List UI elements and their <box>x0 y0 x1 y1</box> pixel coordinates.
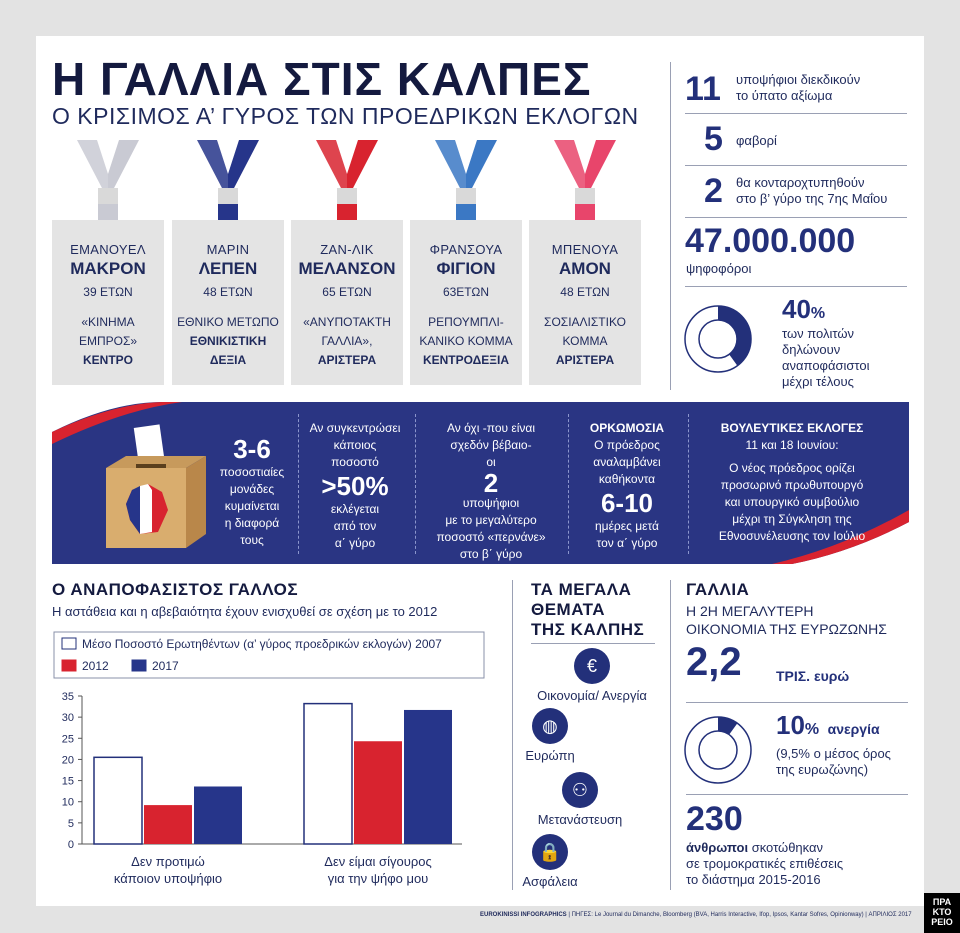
party-position: ΚΕΝΤΡΟ <box>82 353 133 367</box>
band-col-gap <box>202 434 302 549</box>
candidate-first-name: ΦΡΑΝΣΟΥΑ <box>429 242 503 257</box>
gap-value: 3-6 <box>233 434 271 464</box>
candidate-first-name: ΜΠΕΝΟΥΑ <box>551 242 619 257</box>
party-position: ΚΕΝΤΡΟΔΕΞΙΑ <box>422 353 510 367</box>
candidate-party <box>410 313 522 370</box>
undecided-donut <box>684 305 752 373</box>
runoff-count: 2 <box>704 172 723 210</box>
topics-divider-right <box>670 580 671 890</box>
footer-sources-text: | ΠΗΓΕΣ: Le Journal du Dimanche, Bloomberg (BVA, Harris Interactive, Ifop, Ipsos, Kantar Sofres, Opinionway) | ΑΠΡΙΛΙΟΣ 2017 <box>568 912 912 918</box>
gdp-value: 2,2 <box>686 640 742 684</box>
candidate-badge-icon <box>73 140 143 226</box>
topic-label: Οικονομία/ Ανεργία <box>537 688 647 703</box>
victims-bold: άνθρωποι <box>686 840 749 855</box>
victims-text-line: το διάστημα 2015-2016 <box>686 872 821 887</box>
bar <box>144 805 192 844</box>
topic-economy <box>522 648 662 703</box>
candidate-last-name: ΜΕΛΑΝΣΟΝ <box>298 259 396 278</box>
unemployment-note <box>776 746 891 778</box>
unemployment-arc <box>718 717 737 735</box>
victims-text <box>686 840 843 888</box>
candidate-badge-icon <box>312 140 382 226</box>
band-text: και υπουργικό συμβούλιο <box>724 495 860 509</box>
percent-sign: % <box>810 305 826 322</box>
candidate-badge-icon <box>550 140 620 226</box>
unemployment-note-line: (9,5% ο μέσος όρος <box>776 746 891 761</box>
candidate-first-name: ΖΑΝ-ΛΙΚ <box>320 242 374 257</box>
candidates-text-line: υποψήφιοι διεκδικούν <box>736 72 861 87</box>
page-title: Η ΓΑΛΛΙΑ ΣΤΙΣ ΚΑΛΠΕΣ <box>52 53 592 105</box>
runoff-text-line: θα κονταροχτυπηθούν <box>736 175 865 190</box>
runoff-value: 2 <box>483 468 499 498</box>
band-separator <box>688 414 689 554</box>
logo-line: ΡΕΙΟ <box>931 917 953 927</box>
legend-swatch <box>132 660 146 671</box>
bar <box>404 710 452 844</box>
band-col-legislative <box>692 420 892 545</box>
band-text: Αν συγκεντρώσει <box>309 421 401 435</box>
party-name: ΣΟΣΙΑΛΙΣΤΙΚΟ ΚΟΜΜΑ <box>544 315 626 348</box>
gdp-unit: ΤΡΙΣ. ευρώ <box>776 668 850 684</box>
victims-text-line: σκοτώθηκαν <box>751 840 824 855</box>
france-subtitle-line: Η 2Η ΜΕΓΑΛΥΤΕΡΗ <box>686 603 814 619</box>
undecided-text-line: των πολιτών <box>782 326 854 341</box>
candidates-text <box>736 72 860 104</box>
band-text: οι <box>486 455 496 469</box>
y-tick-label: 35 <box>61 691 74 703</box>
stats-separator <box>685 217 907 218</box>
band-col-swearing-in <box>570 420 684 552</box>
undecided-section-title: Ο ΑΝΑΠΟΦΑΣΙΣΤΟΣ ΓΑΛΛΟΣ <box>52 580 299 599</box>
unemployment-value: 10 <box>776 710 805 740</box>
footer-brand: EUROKINISSI INFOGRAPHICS <box>480 912 567 918</box>
band-separator <box>298 414 299 554</box>
undecided-value: 40 <box>782 294 811 324</box>
victims-text-line: σε τρομοκρατικές επιθέσεις <box>686 856 844 871</box>
candidate-first-name: ΜΑΡΙΝ <box>206 242 250 257</box>
topic-label: Μετανάστευση <box>537 812 623 827</box>
band-text: σχεδόν βέβαιο- <box>450 438 532 452</box>
topic-security <box>500 834 600 889</box>
band-text: προσωρινό πρωθυπουργό <box>720 478 864 492</box>
legend-swatch <box>62 638 76 649</box>
candidate-age: 39 ΕΤΩΝ <box>83 285 133 299</box>
percent-sign: % <box>804 721 820 738</box>
candidate-party <box>52 313 164 370</box>
x-category-label: Δεν είμαι σίγουρος <box>324 854 432 869</box>
topics-title-line: ΤΗΣ ΚΑΛΠΗΣ <box>531 620 645 639</box>
x-category-label: Δεν προτιμώ <box>131 854 205 869</box>
party-position: ΑΡΙΣΤΕΡΑ <box>317 353 377 367</box>
page-subtitle: Ο ΚΡΙΣΙΜΟΣ Α’ ΓΥΡΟΣ ΤΩΝ ΠΡΟΕΔΡΙΚΩΝ ΕΚΛΟΓΩΝ <box>52 103 639 129</box>
footer-sources <box>480 912 912 918</box>
majority-value: >50% <box>321 471 389 501</box>
france-separator <box>686 794 908 795</box>
runoff-text <box>736 175 887 207</box>
topics-title-underline <box>531 643 655 644</box>
publisher-logo <box>924 893 960 933</box>
party-position: ΑΡΙΣΤΕΡΑ <box>555 353 615 367</box>
topics-title <box>531 580 644 640</box>
band-text: στο β΄ γύρο <box>459 547 523 561</box>
legend-label: 2012 <box>82 659 109 673</box>
y-tick-label: 25 <box>61 733 74 746</box>
chart-bars <box>94 704 452 844</box>
candidates-text-line: το ύπατο αξίωμα <box>736 88 833 103</box>
stats-separator <box>685 165 907 166</box>
band-text: Ο νέος πρόεδρος ορίζει <box>729 461 855 475</box>
party-name: ΡΕΠΟΥΜΠΛΙ-ΚΑΝΙΚΟ ΚΟΜΜΑ <box>419 315 513 348</box>
bar <box>194 786 242 844</box>
france-separator <box>686 702 908 703</box>
band-text: καθήκοντα <box>598 472 656 486</box>
band-text: από τον <box>333 519 377 533</box>
band-text: αναλαμβάνει <box>593 455 661 469</box>
band-text: κάποιος <box>333 438 377 452</box>
band-text: κυμαίνεται <box>224 499 280 513</box>
bar <box>354 741 402 844</box>
party-name: «ΑΝΥΠΟΤΑΚΤΗ ΓΑΛΛΙΑ», <box>303 315 391 348</box>
band-separator <box>568 414 569 554</box>
undecided-section-subtitle: Η αστάθεια και η αβεβαιότητα έχουν ενισχυθεί σε σχέση με το 2012 <box>52 604 438 619</box>
band-text: υποψήφιοι <box>462 496 520 510</box>
france-subtitle-line: ΟΙΚΟΝΟΜΙΑ ΤΗΣ ΕΥΡΩΖΩΝΗΣ <box>686 621 887 637</box>
y-tick-label: 0 <box>67 839 74 851</box>
candidate-badge-icon <box>431 140 501 226</box>
unemployment-note-line: της ευρωζώνης) <box>776 762 869 777</box>
legend-label: 2017 <box>152 659 179 673</box>
band-text: ημέρες μετά <box>594 519 659 533</box>
swearing-in-value: 6-10 <box>600 488 654 518</box>
candidate-card <box>172 220 284 385</box>
band-text: ποσοστό «περνάνε» <box>436 530 546 544</box>
candidate-card <box>52 220 164 385</box>
undecided-text <box>782 326 870 390</box>
band-col-majority <box>300 420 410 552</box>
y-tick-label: 15 <box>61 775 74 788</box>
band-text: α΄ γύρο <box>334 536 376 550</box>
undecided-percentage <box>782 294 825 325</box>
europe-globe-icon: ◍ <box>532 708 568 744</box>
piggy-bank-euro-icon: € <box>574 648 610 684</box>
favorites-count: 5 <box>704 120 723 158</box>
swearing-in-title: ΟΡΚΩΜΟΣΙΑ <box>589 421 665 435</box>
legislative-title: ΒΟΥΛΕΥΤΙΚΕΣ ΕΚΛΟΓΕΣ <box>720 421 864 435</box>
candidate-card <box>410 220 522 385</box>
victims-value: 230 <box>686 800 743 838</box>
undecided-bar-chart <box>52 630 492 900</box>
y-tick-label: 5 <box>67 817 74 830</box>
legend-swatch <box>62 660 76 671</box>
topics-title-line: ΤΑ ΜΕΓΑΛΑ <box>531 580 632 599</box>
logo-line: ΚΤΟ <box>932 907 952 917</box>
voters-count: 47.000.000 <box>685 222 856 260</box>
band-text: εκλέγεται <box>330 502 380 516</box>
runoff-text-line: στο β’ γύρο της 7ης Μαΐου <box>736 191 888 206</box>
unemployment-figure <box>776 710 880 741</box>
y-tick-label: 30 <box>61 712 74 725</box>
candidate-party <box>291 313 403 370</box>
candidate-age: 48 ΕΤΩΝ <box>203 285 253 299</box>
candidate-age: 48 ΕΤΩΝ <box>560 285 610 299</box>
band-text: τους <box>240 533 264 547</box>
logo-line: ΠΡΑ <box>932 897 952 907</box>
bar <box>304 704 352 844</box>
lock-icon: 🔒 <box>532 834 568 870</box>
band-separator <box>415 414 416 554</box>
topic-immigration <box>520 772 640 827</box>
candidate-card <box>529 220 641 385</box>
undecided-text-line: δηλώνουν <box>782 342 841 357</box>
migrants-icon: ⚇ <box>562 772 598 808</box>
candidate-last-name: ΛΕΠΕΝ <box>198 259 258 278</box>
band-col-runoff <box>418 420 564 563</box>
candidate-last-name: ΦΙΓΙΟΝ <box>436 259 496 278</box>
undecided-text-line: αναποφάσιστοι <box>782 358 870 373</box>
band-text: μονάδες <box>229 482 275 496</box>
band-text: μέχρι τη Σύγκληση της <box>732 512 852 526</box>
undecided-text-line: μέχρι τέλους <box>782 374 854 389</box>
candidate-party <box>172 313 284 370</box>
candidate-first-name: ΕΜΑΝΟΥΕΛ <box>70 242 146 257</box>
x-category-label: κάποιον υποψήφιο <box>113 871 223 886</box>
topic-label: Ασφάλεια <box>522 874 578 889</box>
band-text: Ο πρόεδρος <box>594 438 660 452</box>
band-text: η διαφορά <box>224 516 280 530</box>
party-name: «ΚΙΝΗΜΑ ΕΜΠΡΟΣ» <box>78 315 138 348</box>
stats-separator <box>685 113 907 114</box>
candidate-party <box>529 313 641 370</box>
legend-label: Μέσο Ποσοστό Ερωτηθέντων (α’ γύρος προεδρικών εκλογών) 2007 <box>82 637 442 651</box>
topics-title-line: ΘΕΜΑΤΑ <box>531 600 605 619</box>
unemployment-donut <box>684 716 752 784</box>
band-text: ποσοστιαίες <box>219 465 285 479</box>
party-name: ΕΘΝΙΚΟ ΜΕΤΩΠΟ <box>177 315 279 329</box>
candidate-last-name: ΜΑΚΡΟΝ <box>70 259 146 278</box>
candidate-last-name: ΑΜΟΝ <box>559 259 611 278</box>
candidate-age: 65 ΕΤΩΝ <box>322 285 372 299</box>
chart-categories <box>114 854 432 886</box>
france-title: ΓΑΛΛΙΑ <box>686 580 750 599</box>
y-tick-label: 10 <box>61 796 74 809</box>
band-text: με το μεγαλύτερο <box>445 513 537 527</box>
y-tick-label: 20 <box>61 754 74 767</box>
candidates-count: 11 <box>685 70 721 108</box>
candidate-badge-icon <box>193 140 263 226</box>
topic-label: Ευρώπη <box>525 748 575 763</box>
topic-europe <box>500 708 600 763</box>
france-subtitle <box>686 602 887 638</box>
stats-divider <box>670 62 671 390</box>
voters-text: ψηφοφόροι <box>686 261 752 276</box>
favorites-text: φαβορί <box>736 133 777 148</box>
band-text: ποσοστό <box>331 455 379 469</box>
band-text: τον α΄ γύρο <box>596 536 658 550</box>
party-position: ΕΘΝΙΚΙΣΤΙΚΗ ΔΕΞΙΑ <box>189 334 267 367</box>
bar <box>94 757 142 844</box>
candidate-card <box>291 220 403 385</box>
unemployment-label: ανεργία <box>827 721 880 737</box>
stats-separator <box>685 286 907 287</box>
candidate-age: 63ΕΤΩΝ <box>442 285 490 299</box>
election-process-band <box>52 402 909 564</box>
legislative-dates: 11 και 18 Ιουνίου: <box>745 438 839 452</box>
band-text: Εθνοσυνέλευσης τον Ιούλιο <box>718 529 866 543</box>
band-text: Αν όχι -που είναι <box>446 421 536 435</box>
x-category-label: για την ψήφο μου <box>327 871 429 886</box>
